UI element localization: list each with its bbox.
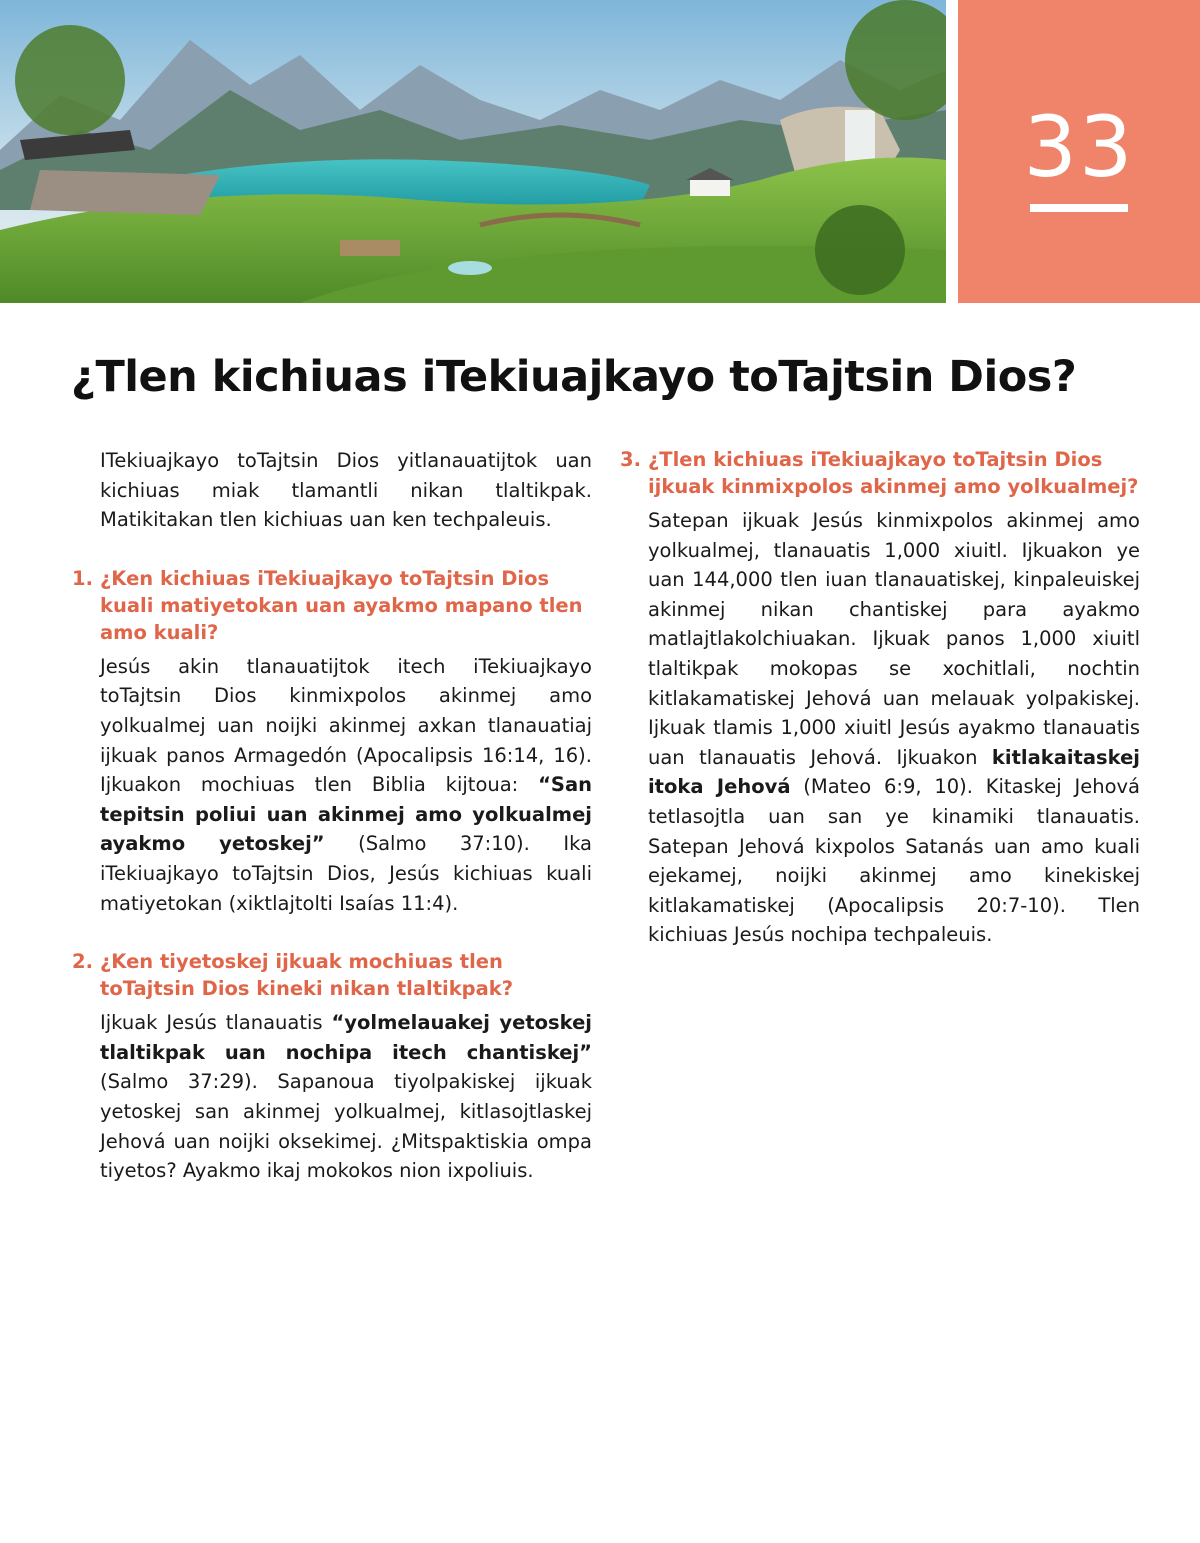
question-number: 3. [620,448,641,471]
emphasis-bold: kitlakaitaskej itoka Jehová [648,745,1140,799]
answer-text: Jesús akin tlanauatijtok itech iTekiuajkayo toTajtsin Dios kinmixpolos akinmej amo yolkualmej uan noijki akinmej axkan tlanauatiaj ijkuak panos Armagedón (Apocalipsis 16:14, 16). Ijkuakon mochiuas tlen Biblia kijtoua: [100,654,592,797]
answer-text: Satepan ijkuak Jesús kinmixpolos akinmej amo yolkualmej, tlanauatis 1,000 xiuitl. Ijkuakon ye uan 144,000 tlen iuan tlanauatiskej, kinpaleuiskej akinmej nikan chantiskej para ayakmo matlajtlakolchiuakan. Ijkuak panos 1,000 xiuitl tlaltikpak mokopas se xochitlali, nochtin kitlakamatiskej Jehová uan melauak yolpakiskej. Ijkuak tlamis 1,000 xiuitl Jesús ayakmo tlanauatis uan tlanauatis Jehová. Ijkuakon [648,509,1140,769]
question-heading [72,565,592,646]
bible-quote-bold: “yolmelauakej yetoskej tlaltikpak uan nochipa itech chantiskej” [100,1011,592,1064]
page-title: ¿Tlen kichiuas iTekiuajkayo toTajtsin Dios? [71,352,1077,402]
answer-text: Ijkuak Jesús tlanauatis [100,1011,332,1035]
answer-paragraph [100,652,592,918]
bible-quote-bold: “San tepitsin poliui uan akinmej amo yolkualmej ayakmo yetoskej” [100,773,592,856]
intro-paragraph: ITekiuajkayo toTajtsin Dios yitlanauatijtok uan kichiuas miak tlamantli nikan tlaltikpak. Matikitakan tlen kichiuas uan ken techpaleuis. [100,449,592,532]
answer-text: (Salmo 37:29). Sapanoua tiyolpakiskej ijkuak yetoskej san akinmej yolkualmej, kitlasojtlaskej Jehová uan noijki oksekimej. ¿Mitspaktiskia ompa tiyetos? Ayakmo ikaj mokokos nion ixpoliuis. [100,1070,592,1183]
question-number: 1. [72,566,93,590]
question-number: 2. [72,950,93,974]
answer-text: (Mateo 6:9, 10). Kitaskej Jehová tetlasojtla uan san ye kinamiki tlanauatis. Satepan Jehová kixpolos Satanás uan amo kuali ejekamej, noijki akinmej amo kinekiskej kitlakamatiskej (Apocalipsis 20:7-10). Tlen kichiuas Jesús nochipa techpaleuis. [648,775,1140,947]
answer-paragraph [100,1008,592,1186]
left-column [72,446,592,1186]
lesson-number-underline [1030,204,1128,212]
question-heading [72,948,592,1002]
question-section-3 [620,446,1140,950]
question-text: ¿Tlen kichiuas iTekiuajkayo toTajtsin Dios ijkuak kinmixpolos akinmej amo yolkualmej? [648,448,1139,498]
answer-paragraph [648,506,1140,950]
paradise-landscape-image [0,0,946,303]
question-section-1 [72,565,592,918]
answer-text: (Salmo 37:10). Ika iTekiuajkayo toTajtsin Dios, Jesús kichiuas kuali matiyetokan (xiktlajtolti Isaías 11:4). [100,832,592,915]
question-section-2 [72,948,592,1186]
hero-illustration [0,0,946,303]
question-heading [620,446,1140,500]
lesson-number-box [958,0,1200,303]
right-column [620,446,1140,950]
question-text: ¿Ken tiyetoskej ijkuak mochiuas tlen toTajtsin Dios kineki nikan tlaltikpak? [100,950,514,1001]
question-text: ¿Ken kichiuas iTekiuajkayo toTajtsin Dios kuali matiyetokan uan ayakmo mapano tlen amo kuali? [100,566,583,644]
lesson-number: 33 [1023,98,1135,196]
